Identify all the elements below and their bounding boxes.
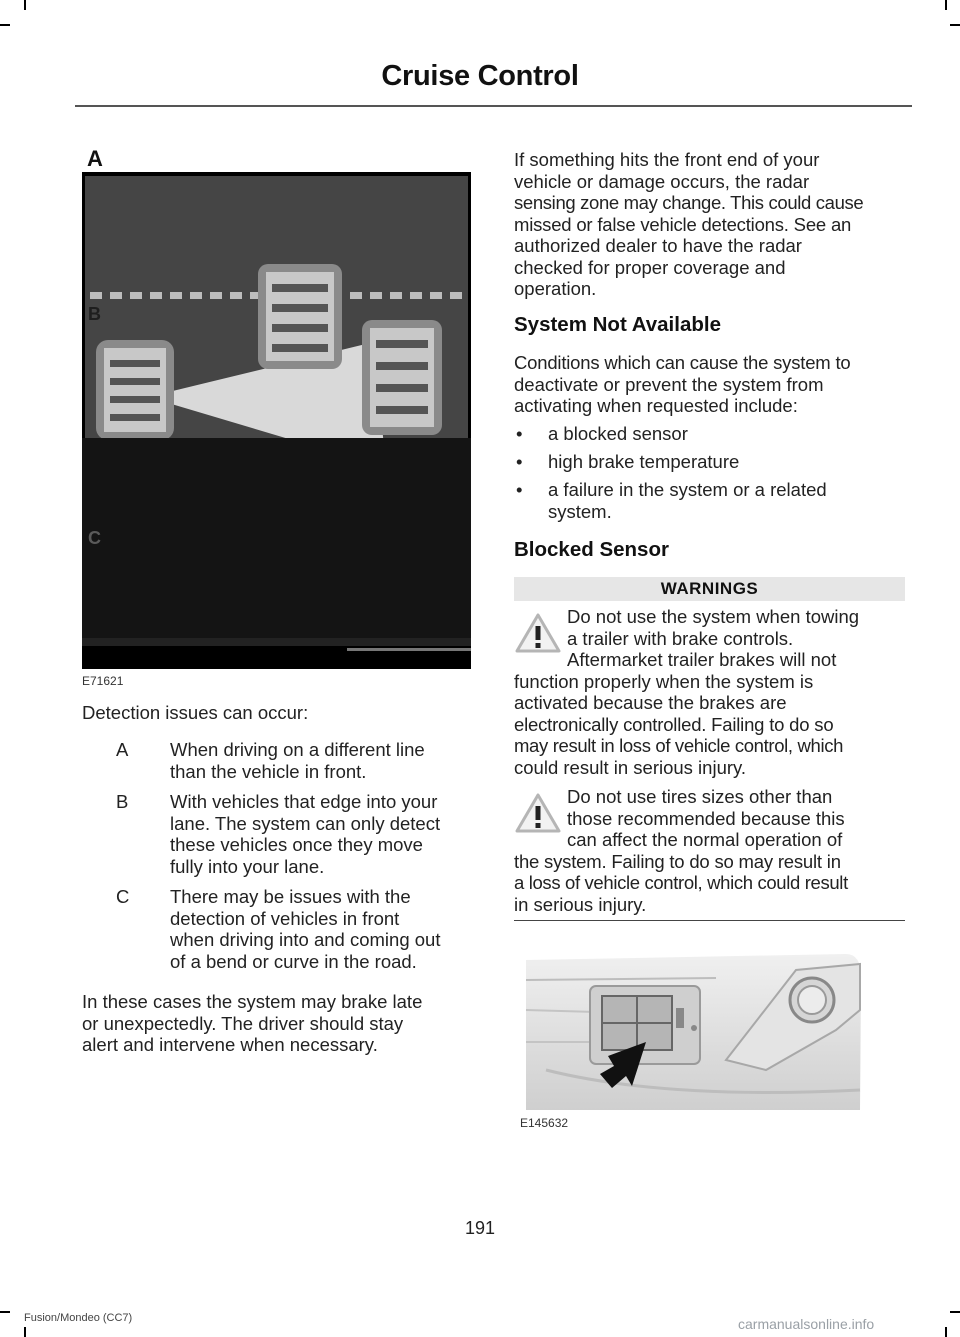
footer-model: Fusion/Mondeo (CC7) bbox=[24, 1312, 133, 1324]
text-line: detection of vehicles in front bbox=[170, 907, 400, 929]
crop-mark bbox=[950, 24, 960, 26]
conditions-intro bbox=[514, 352, 908, 417]
text-line: Aftermarket trailer brakes will not bbox=[567, 649, 837, 670]
page-title: Cruise Control bbox=[381, 60, 579, 92]
figure-code: E71621 bbox=[82, 674, 124, 688]
warnings-banner: WARNINGS bbox=[514, 577, 905, 601]
text-line: activated because the brakes are bbox=[514, 692, 787, 713]
text-line: If something hits the front end of your bbox=[514, 149, 820, 170]
text-line: Conditions which can cause the system to bbox=[514, 352, 851, 373]
warning-text bbox=[514, 606, 908, 778]
watermark: carmanualsonline.info bbox=[738, 1316, 875, 1332]
text-line: fully into your lane. bbox=[170, 855, 325, 877]
list-item-text: high brake temperature bbox=[548, 451, 740, 472]
bullet-dot: • bbox=[516, 451, 523, 472]
text-line: activating when requested include: bbox=[514, 395, 798, 416]
figure-label-c: C bbox=[88, 528, 101, 548]
text-line: vehicle or damage occurs, the radar bbox=[514, 170, 810, 192]
text-line: checked for proper coverage and bbox=[514, 256, 786, 278]
text-line: electronically controlled. Failing to do so bbox=[514, 713, 834, 735]
text-line: There may be issues with the bbox=[170, 886, 411, 907]
text-line: a trailer with brake controls. bbox=[567, 627, 794, 649]
figure-label-b: B bbox=[88, 304, 101, 324]
text-line: lane. The system can only detect bbox=[170, 812, 441, 834]
crop-mark bbox=[945, 0, 947, 10]
definition-text bbox=[170, 739, 470, 782]
car-left bbox=[96, 340, 174, 440]
text-line: a loss of vehicle control, which could result bbox=[514, 872, 848, 893]
crop-mark bbox=[0, 1311, 10, 1313]
figure-code: E145632 bbox=[520, 1116, 569, 1130]
text-line: than the vehicle in front. bbox=[170, 760, 367, 782]
text-line: deactivate or prevent the system from bbox=[514, 373, 824, 395]
warning-text bbox=[514, 786, 908, 915]
text-line: could result in serious injury. bbox=[514, 756, 747, 778]
text-line: in serious injury. bbox=[514, 893, 647, 915]
section-heading: Blocked Sensor bbox=[514, 538, 669, 561]
header-divider bbox=[75, 105, 912, 107]
crop-mark bbox=[950, 1311, 960, 1313]
figure-label-a: A bbox=[87, 146, 103, 171]
definition-key: B bbox=[116, 791, 129, 812]
crop-mark bbox=[24, 0, 26, 10]
crop-mark bbox=[0, 24, 10, 26]
sensor-location-illustration bbox=[516, 950, 864, 1118]
text-line: When driving on a different line bbox=[170, 739, 425, 760]
text-line: function properly when the system is bbox=[514, 670, 814, 692]
list-item-text bbox=[548, 479, 908, 522]
text-line: when driving into and coming out bbox=[170, 929, 441, 950]
text-line: In these cases the system may brake late bbox=[82, 991, 423, 1012]
text-line: may result in loss of vehicle control, which bbox=[514, 735, 844, 756]
text-line: With vehicles that edge into your bbox=[170, 791, 438, 812]
intro-text: Detection issues can occur: bbox=[82, 702, 309, 723]
crop-mark bbox=[24, 1327, 26, 1337]
closing-paragraph bbox=[82, 991, 472, 1056]
car-right bbox=[362, 320, 442, 435]
text-line: alert and intervene when necessary. bbox=[82, 1034, 378, 1055]
text-line: those recommended because this bbox=[567, 807, 845, 829]
definition-key: A bbox=[116, 739, 129, 760]
text-line: of a bend or curve in the road. bbox=[170, 950, 417, 972]
text-line: missed or false vehicle detections. See an bbox=[514, 213, 852, 235]
list-item-text: a blocked sensor bbox=[548, 423, 688, 444]
bullet-dot: • bbox=[516, 479, 523, 500]
text-line: can affect the normal operation of bbox=[567, 829, 843, 850]
text-line: sensing zone may change. This could cause bbox=[514, 192, 864, 213]
text-line: authorized dealer to have the radar bbox=[514, 235, 802, 256]
page-number: 191 bbox=[464, 1218, 496, 1238]
text-line: operation. bbox=[514, 278, 597, 299]
text-line: or unexpectedly. The driver should stay bbox=[82, 1012, 404, 1034]
section-heading: System Not Available bbox=[514, 313, 721, 336]
radar-paragraph bbox=[514, 149, 908, 300]
radar-detection-illustration bbox=[82, 172, 471, 669]
radar-detection-svg bbox=[82, 172, 471, 669]
definition-text bbox=[170, 791, 470, 877]
car-middle bbox=[258, 264, 342, 369]
text-line: system. bbox=[548, 500, 612, 522]
section-divider bbox=[514, 920, 905, 921]
crop-mark bbox=[945, 1327, 947, 1337]
bullet-dot: • bbox=[516, 423, 523, 444]
text-line: these vehicles once they move bbox=[170, 834, 423, 855]
text-line: Do not use tires sizes other than bbox=[567, 786, 833, 807]
text-line: a failure in the system or a related bbox=[548, 479, 827, 500]
definition-text bbox=[170, 886, 470, 972]
sensor-location-svg bbox=[516, 950, 864, 1118]
text-line: the system. Failing to do so may result in bbox=[514, 850, 841, 872]
definition-key: C bbox=[116, 886, 130, 907]
text-line: Do not use the system when towing bbox=[567, 606, 860, 627]
